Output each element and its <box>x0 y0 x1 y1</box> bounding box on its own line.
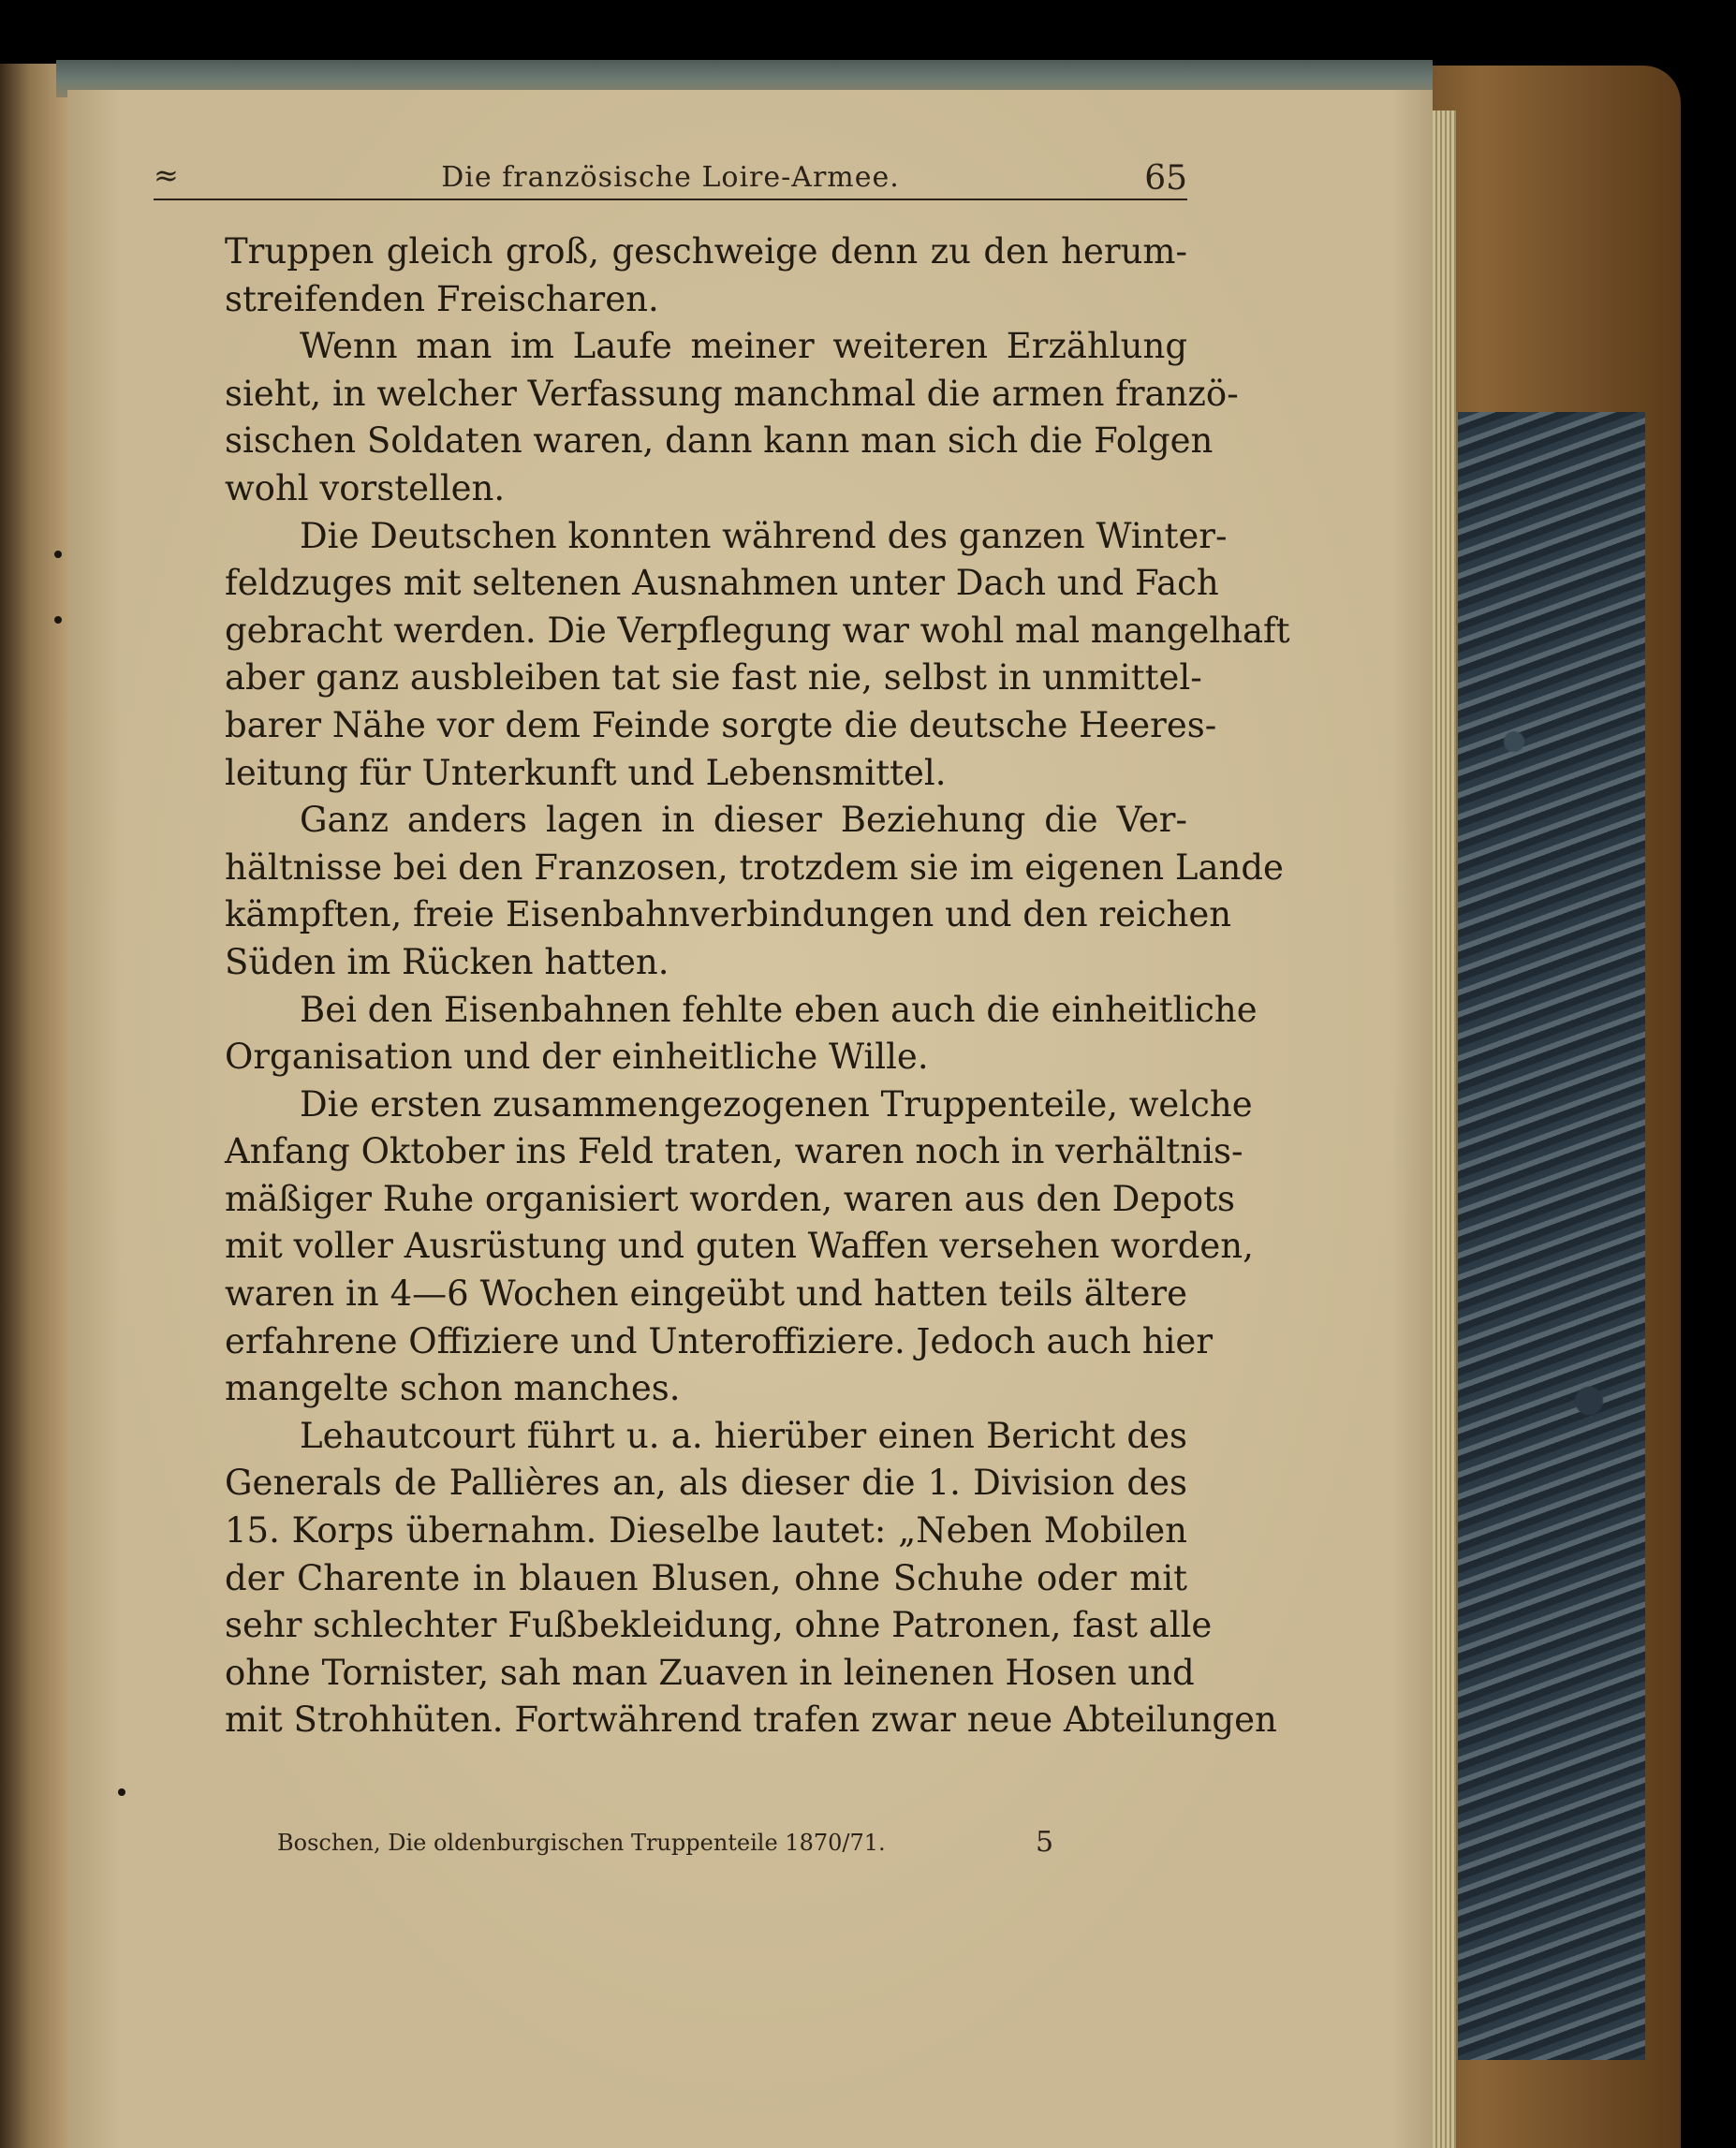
text-line: waren in 4—6 Wochen eingeübt und hatten teils ältere <box>225 1273 1187 1315</box>
text-line: wohl vorstellen. <box>225 467 506 508</box>
running-title: Die französische Loire-Armee. <box>441 161 900 194</box>
text-line: Generals de Pallières an, als dieser die 1. Division des <box>225 1463 1187 1504</box>
running-header <box>154 155 1187 199</box>
margin-mark <box>118 1788 125 1796</box>
text-line: mangelte schon manches. <box>225 1368 681 1409</box>
header-rule <box>154 199 1187 200</box>
text-line: Wenn man im Laufe meiner weiteren Erzählung <box>300 326 1187 367</box>
text-line: Organisation und der einheitliche Wille. <box>225 1037 929 1078</box>
text-line: hältnisse bei den Franzosen, trotzdem sie im eigenen Lande <box>225 846 1284 888</box>
text-line: Die ersten zusammengezogenen Truppenteile, welche <box>300 1083 1253 1125</box>
text-line: streifenden Freischaren. <box>225 278 659 319</box>
text-line: feldzuges mit seltenen Ausnahmen unter Dach und Fach <box>225 563 1219 604</box>
body-text <box>225 228 1290 1744</box>
margin-mark <box>54 551 62 558</box>
text-line: aber ganz ausbleiben tat sie fast nie, selbst in unmittel- <box>225 657 1202 699</box>
text-line: sehr schlechter Fußbekleidung, ohne Patronen, fast alle <box>225 1605 1213 1646</box>
text-line: Bei den Eisenbahnen fehlte eben auch die einheitliche <box>300 989 1258 1030</box>
page-footer <box>277 1826 1195 1863</box>
text-line: gebracht werden. Die Verpflegung war wohl mal mangelhaft <box>225 610 1290 651</box>
text-line: Süden im Rücken hatten. <box>225 941 669 982</box>
text-line: 15. Korps übernahm. Dieselbe lautet: „Neben Mobilen <box>225 1510 1187 1552</box>
header-ornament: ≈ <box>154 157 179 193</box>
text-line: barer Nähe vor dem Feinde sorgte die deutsche Heeres- <box>225 704 1217 745</box>
text-line: Die Deutschen konnten während des ganzen Winter- <box>300 515 1228 556</box>
margin-mark <box>54 616 62 624</box>
signature-mark: 5 <box>1036 1826 1054 1859</box>
text-line: der Charente in blauen Blusen, ohne Schuhe oder mit <box>225 1557 1187 1598</box>
text-line: mit voller Ausrüstung und guten Waffen versehen worden, <box>225 1226 1254 1267</box>
text-line: Anfang Oktober ins Feld traten, waren noch in verhältnis- <box>225 1131 1243 1172</box>
text-line: Lehautcourt führt u. a. hierüber einen Bericht des <box>300 1415 1187 1456</box>
text-line: erfahrene Offiziere und Unteroffiziere. Jedoch auch hier <box>225 1320 1214 1361</box>
text-line: sischen Soldaten waren, dann kann man sich die Folgen <box>225 420 1214 462</box>
adjacent-page-edge <box>0 64 67 2148</box>
text-line: mit Strohhüten. Fortwährend trafen zwar neue Abteilungen <box>225 1699 1277 1741</box>
text-line: mäßiger Ruhe organisiert worden, waren aus den Depots <box>225 1178 1235 1219</box>
text-line: leitung für Unterkunft und Lebensmittel. <box>225 752 947 793</box>
text-line: Truppen gleich groß, geschweige denn zu den herum- <box>225 231 1187 272</box>
text-line: kämpften, freie Eisenbahnverbindungen und den reichen <box>225 894 1232 935</box>
footer-reference: Boschen, Die oldenburgischen Truppenteile 1870/71. <box>277 1830 886 1856</box>
marbled-cover-paper <box>1456 412 1645 2060</box>
text-line: Ganz anders lagen in dieser Beziehung die Ver- <box>300 800 1187 841</box>
page-number: 65 <box>1144 159 1187 198</box>
text-line: ohne Tornister, sah man Zuaven in leinenen Hosen und <box>225 1652 1195 1693</box>
text-line: sieht, in welcher Verfassung manchmal die armen franzö- <box>225 373 1239 414</box>
